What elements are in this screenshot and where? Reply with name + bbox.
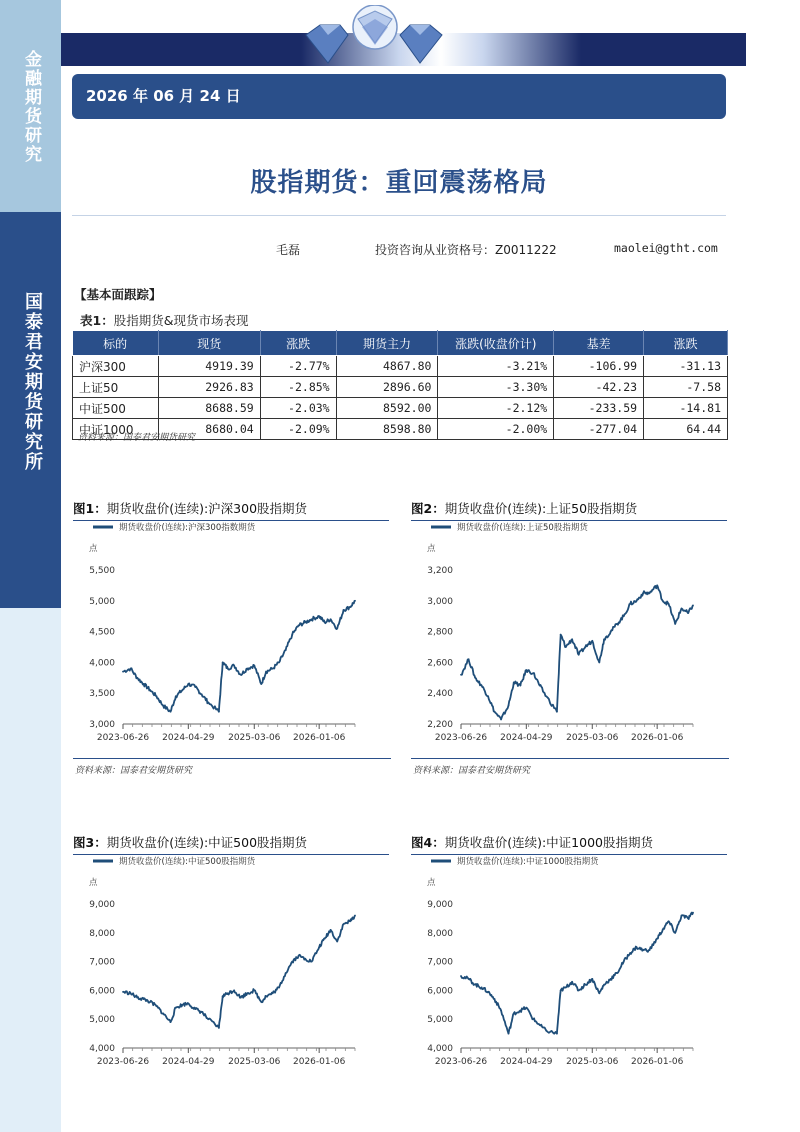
x-tick-label: 2023-06-26 — [96, 733, 150, 743]
data-point — [233, 665, 235, 667]
table-cell: 64.44 — [644, 419, 728, 440]
y-tick-label: 3,500 — [89, 689, 115, 700]
title-divider — [72, 215, 726, 216]
data-point — [525, 1007, 527, 1009]
data-point — [218, 1027, 220, 1029]
data-point — [642, 949, 644, 951]
data-point — [291, 961, 293, 963]
data-point — [265, 995, 267, 997]
data-point — [532, 672, 534, 674]
data-point — [481, 987, 483, 989]
figure-1-bottom-rule — [73, 758, 391, 759]
table-cell: 2926.83 — [158, 377, 260, 398]
data-point — [304, 621, 306, 623]
x-tick-label: 2026-01-06 — [293, 1057, 346, 1067]
data-point — [616, 623, 618, 625]
data-point — [674, 932, 676, 934]
data-point — [349, 920, 351, 922]
report-date-bar: 2026 年 06 月 24 日 — [72, 74, 726, 119]
y-tick-label: 2,400 — [427, 689, 453, 700]
data-point — [662, 929, 664, 931]
x-tick-label: 2024-04-29 — [162, 733, 215, 743]
table-cell: -2.12% — [438, 398, 554, 419]
y-tick-label: 9,000 — [89, 900, 115, 910]
data-point — [285, 972, 287, 974]
data-point — [692, 912, 694, 914]
legend-label: 期货收盘价(连续):中证1000股指期货 — [457, 857, 599, 867]
table-cell: -2.00% — [438, 419, 554, 440]
table-row — [73, 398, 728, 419]
data-point — [545, 1030, 547, 1032]
figure-3-label: 图3： — [73, 835, 107, 850]
data-point — [656, 585, 658, 587]
table-cell: 8592.00 — [336, 398, 438, 419]
data-point — [649, 949, 651, 951]
data-point — [481, 685, 483, 687]
data-point — [354, 600, 356, 602]
y-tick-label: 4,000 — [89, 1044, 115, 1054]
table-cell: -31.13 — [644, 356, 728, 377]
table-header-cell: 涨跌 — [644, 331, 728, 356]
report-title: 股指期货：重回震荡格局 — [250, 168, 548, 198]
table-cell: -2.09% — [260, 419, 336, 440]
data-point — [149, 1001, 151, 1003]
figure-2-bottom-rule — [411, 758, 729, 759]
figure-4-label: 图4： — [411, 835, 445, 850]
data-point — [494, 711, 496, 713]
data-point — [687, 918, 689, 920]
table-cell: 4919.39 — [158, 356, 260, 377]
data-point — [525, 669, 527, 671]
data-point — [318, 615, 320, 617]
table-header-cell: 涨跌(收盘价计) — [438, 331, 554, 356]
data-point — [487, 695, 489, 697]
data-point — [336, 628, 338, 630]
figure-1-source-note: 资料来源：国泰君安期货研究 — [75, 766, 193, 776]
data-point — [629, 603, 631, 605]
data-point — [324, 621, 326, 623]
y-tick-label: 4,000 — [89, 658, 115, 669]
figure-2-source-note: 资料来源：国泰君安期货研究 — [413, 766, 531, 776]
sidebar-institute-label: 国泰君安期货研究所 — [22, 292, 43, 472]
table-header-cell: 现货 — [158, 331, 260, 356]
data-point — [175, 1007, 177, 1009]
data-point — [656, 938, 658, 940]
y-tick-label: 4,500 — [89, 627, 115, 638]
table-cell: 4867.80 — [336, 356, 438, 377]
data-point — [278, 662, 280, 664]
data-point — [201, 1011, 203, 1013]
data-point — [311, 961, 313, 963]
data-point — [285, 649, 287, 651]
data-point — [222, 995, 224, 997]
data-point — [616, 972, 618, 974]
table-cell: -2.03% — [260, 398, 336, 419]
data-point — [571, 981, 573, 983]
table-cell: 8688.59 — [158, 398, 260, 419]
data-point — [560, 634, 562, 636]
data-point — [519, 685, 521, 687]
data-point — [201, 694, 203, 696]
table-cell: 2896.60 — [336, 377, 438, 398]
y-tick-label: 3,000 — [427, 596, 453, 607]
legend-label: 期货收盘价(连续):中证500股指期货 — [119, 857, 256, 867]
data-point — [474, 677, 476, 679]
data-point — [136, 677, 138, 679]
data-point — [170, 1021, 172, 1023]
table-cell: -2.77% — [260, 356, 336, 377]
data-point — [156, 695, 158, 697]
data-point — [591, 640, 593, 642]
section-heading: 【基本面跟踪】 — [74, 287, 162, 302]
y-tick-label: 5,000 — [89, 596, 115, 607]
data-point — [571, 638, 573, 640]
y-tick-label: 7,000 — [89, 957, 115, 968]
data-point — [156, 1005, 158, 1007]
author-email[interactable]: maolei@gtht.com — [614, 241, 718, 255]
data-point — [598, 992, 600, 994]
data-point — [642, 592, 644, 594]
data-point — [170, 711, 172, 713]
table-cell: 中证1000 — [73, 419, 159, 440]
table-caption-label: 表1： — [80, 313, 114, 328]
data-point — [687, 612, 689, 614]
data-point — [474, 984, 476, 986]
table-cell: -7.58 — [644, 377, 728, 398]
data-point — [291, 634, 293, 636]
figure-2-label: 图2： — [411, 501, 445, 516]
chart-sz50-futures — [411, 518, 729, 758]
table-cell: 8598.80 — [336, 419, 438, 440]
x-tick-label: 2023-06-26 — [96, 1057, 150, 1067]
data-point — [556, 711, 558, 713]
data-point — [187, 683, 189, 685]
x-tick-label: 2025-03-06 — [228, 733, 281, 743]
data-point — [500, 718, 502, 720]
data-point — [130, 992, 132, 994]
table-cell: 沪深300 — [73, 356, 159, 377]
data-point — [578, 654, 580, 656]
data-point — [513, 1013, 515, 1015]
data-point — [636, 946, 638, 948]
data-point — [227, 668, 229, 670]
data-point — [487, 991, 489, 993]
data-point — [260, 683, 262, 685]
data-point — [539, 1024, 541, 1026]
data-point — [584, 646, 586, 648]
data-point — [556, 1033, 558, 1035]
figure-2-title-text: 期货收盘价(连续):上证50股指期货 — [444, 501, 638, 516]
chart-zz1000-futures — [411, 852, 729, 1082]
data-point — [565, 987, 567, 989]
data-point — [692, 605, 694, 607]
y-tick-label: 8,000 — [427, 928, 453, 939]
chart-zz500-futures — [73, 852, 391, 1082]
data-point — [272, 992, 274, 994]
data-point — [560, 990, 562, 992]
data-point — [539, 685, 541, 687]
sidebar-category-label: 金融期货研究 — [21, 50, 41, 164]
data-point — [610, 978, 612, 980]
data-point — [240, 674, 242, 676]
data-point — [162, 705, 164, 707]
data-point — [122, 671, 124, 673]
market-performance-table — [72, 330, 728, 440]
table-cell: -42.23 — [554, 377, 644, 398]
data-point — [649, 592, 651, 594]
data-point — [565, 646, 567, 648]
chart-hs300-futures — [73, 518, 391, 758]
x-tick-label: 2023-06-26 — [434, 1057, 488, 1067]
legend-label: 期货收盘价(连续):沪深300指数期货 — [119, 523, 256, 533]
data-point — [468, 978, 470, 980]
table-cell: -277.04 — [554, 419, 644, 440]
y-tick-label: 2,600 — [427, 658, 453, 669]
series-line — [461, 585, 693, 719]
y-axis-unit: 点 — [427, 544, 436, 554]
data-point — [681, 608, 683, 610]
figure-3-title-text: 期货收盘价(连续):中证500股指期货 — [106, 835, 308, 850]
y-tick-label: 3,200 — [427, 566, 453, 576]
data-point — [508, 1033, 510, 1035]
data-point — [246, 992, 248, 994]
data-point — [681, 915, 683, 917]
data-point — [623, 615, 625, 617]
y-tick-label: 6,000 — [89, 986, 115, 997]
series-line — [123, 601, 355, 712]
table-cell: 8680.04 — [158, 419, 260, 440]
table-cell: -14.81 — [644, 398, 728, 419]
data-point — [207, 702, 209, 704]
data-point — [629, 952, 631, 954]
table-header-cell: 涨跌 — [260, 331, 336, 356]
table-header-cell: 期货主力 — [336, 331, 438, 356]
data-point — [610, 631, 612, 633]
x-tick-label: 2025-03-06 — [566, 733, 619, 743]
data-point — [336, 941, 338, 943]
data-point — [222, 662, 224, 664]
y-axis-unit: 点 — [89, 878, 98, 888]
x-tick-label: 2025-03-06 — [566, 1057, 619, 1067]
x-tick-label: 2024-04-29 — [162, 1057, 215, 1067]
table-cell: -3.21% — [438, 356, 554, 377]
data-point — [545, 695, 547, 697]
data-point — [143, 998, 145, 1000]
data-point — [603, 638, 605, 640]
data-point — [304, 958, 306, 960]
data-point — [330, 618, 332, 620]
x-tick-label: 2023-06-26 — [434, 733, 488, 743]
data-point — [298, 955, 300, 957]
series-line — [461, 913, 693, 1034]
data-point — [674, 623, 676, 625]
data-point — [260, 1001, 262, 1003]
x-tick-label: 2026-01-06 — [293, 733, 346, 743]
y-tick-label: 9,000 — [427, 900, 453, 910]
data-point — [519, 1010, 521, 1012]
data-point — [500, 1010, 502, 1012]
table-cell: 上证50 — [73, 377, 159, 398]
y-tick-label: 7,000 — [427, 957, 453, 968]
data-point — [240, 997, 242, 999]
table-header-row — [73, 331, 728, 356]
data-point — [668, 603, 670, 605]
data-point — [187, 1002, 189, 1004]
data-point — [175, 695, 177, 697]
data-point — [460, 975, 462, 977]
data-point — [136, 997, 138, 999]
data-point — [598, 662, 600, 664]
data-point — [349, 606, 351, 608]
data-point — [343, 923, 345, 925]
data-point — [668, 920, 670, 922]
table-cell: -3.30% — [438, 377, 554, 398]
data-point — [468, 658, 470, 660]
data-point — [218, 711, 220, 713]
data-point — [318, 946, 320, 948]
table-source-note: 资料来源：国泰君安期货研究 — [78, 433, 196, 443]
data-point — [494, 998, 496, 1000]
table-caption-text: 股指期货&现货市场表现 — [113, 313, 249, 328]
figure-1-label: 图1： — [73, 501, 107, 516]
y-tick-label: 5,500 — [89, 566, 115, 576]
data-point — [298, 625, 300, 627]
data-point — [311, 618, 313, 620]
data-point — [278, 987, 280, 989]
table-row — [73, 356, 728, 377]
x-tick-label: 2026-01-06 — [631, 733, 684, 743]
data-point — [207, 1018, 209, 1020]
y-tick-label: 3,000 — [89, 720, 115, 730]
data-point — [508, 705, 510, 707]
sidebar — [0, 0, 61, 1132]
data-point — [662, 600, 664, 602]
table-cell: -2.85% — [260, 377, 336, 398]
author-name: 毛磊 — [276, 243, 301, 257]
y-tick-label: 6,000 — [427, 986, 453, 997]
data-point — [253, 665, 255, 667]
y-tick-label: 2,200 — [427, 720, 453, 730]
table-header-cell: 标的 — [73, 331, 159, 356]
data-point — [253, 990, 255, 992]
data-point — [578, 990, 580, 992]
y-axis-unit: 点 — [89, 544, 98, 554]
table-row — [73, 377, 728, 398]
data-point — [122, 991, 124, 993]
data-point — [265, 671, 267, 673]
data-point — [636, 600, 638, 602]
y-tick-label: 8,000 — [89, 928, 115, 939]
data-point — [227, 992, 229, 994]
data-point — [513, 682, 515, 684]
data-point — [354, 915, 356, 917]
y-tick-label: 4,000 — [427, 1044, 453, 1054]
data-point — [330, 929, 332, 931]
data-point — [194, 686, 196, 688]
figure-4-title-text: 期货收盘价(连续):中证1000股指期货 — [444, 835, 653, 850]
diamond-logo-icon — [300, 5, 450, 67]
data-point — [181, 689, 183, 691]
data-point — [143, 683, 145, 685]
data-point — [162, 1013, 164, 1015]
data-point — [603, 984, 605, 986]
y-tick-label: 5,000 — [427, 1015, 453, 1026]
author-license: 投资咨询从业资格号：Z0011222 — [375, 243, 557, 257]
table-cell: -233.59 — [554, 398, 644, 419]
y-axis-unit: 点 — [427, 878, 436, 888]
data-point — [194, 1008, 196, 1010]
data-point — [130, 668, 132, 670]
data-point — [584, 984, 586, 986]
legend-label: 期货收盘价(连续):上证50股指期货 — [457, 523, 588, 533]
x-tick-label: 2026-01-06 — [631, 1057, 684, 1067]
table-cell: -106.99 — [554, 356, 644, 377]
data-point — [246, 668, 248, 670]
data-point — [233, 990, 235, 992]
data-point — [181, 1004, 183, 1006]
x-tick-label: 2024-04-29 — [500, 1057, 553, 1067]
data-point — [623, 961, 625, 963]
table-caption — [80, 311, 248, 329]
data-point — [591, 978, 593, 980]
x-tick-label: 2025-03-06 — [228, 1057, 281, 1067]
data-point — [343, 609, 345, 611]
table-cell: 中证500 — [73, 398, 159, 419]
series-line — [123, 916, 355, 1028]
figure-1-title-text: 期货收盘价(连续):沪深300股指期货 — [106, 501, 308, 516]
data-point — [324, 938, 326, 940]
table-header-cell: 基差 — [554, 331, 644, 356]
data-point — [532, 1018, 534, 1020]
x-tick-label: 2024-04-29 — [500, 733, 553, 743]
data-point — [149, 689, 151, 691]
data-point — [460, 674, 462, 676]
y-tick-label: 2,800 — [427, 627, 453, 638]
y-tick-label: 5,000 — [89, 1015, 115, 1026]
data-point — [272, 668, 274, 670]
